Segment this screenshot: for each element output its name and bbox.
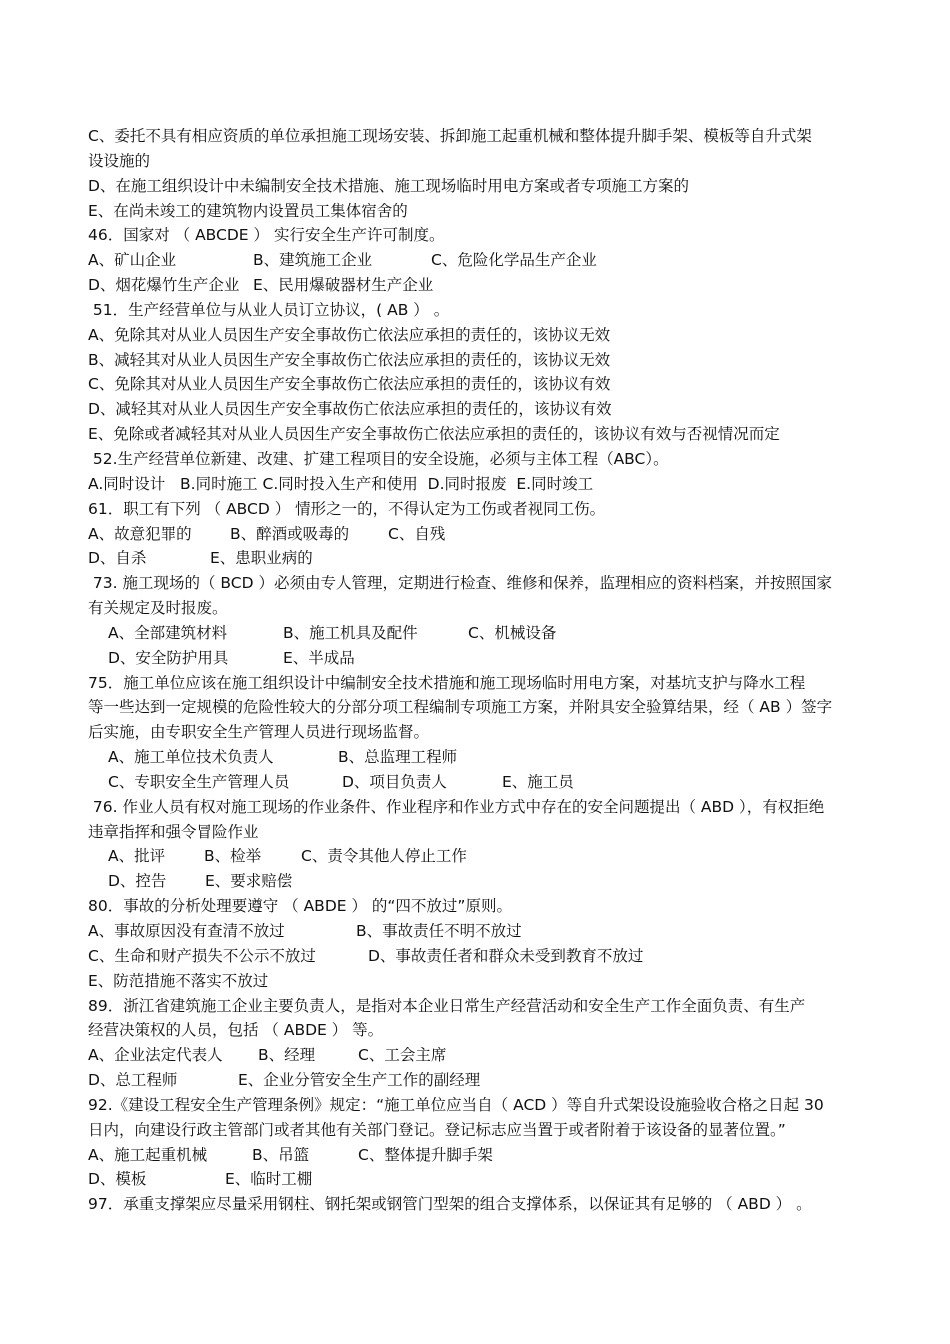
option-row — [88, 646, 868, 671]
text-line: C、委托不具有相应资质的单位承担施工现场安装、拆卸施工起重机械和整体提升脚手架、模板等自升式架 — [88, 127, 812, 145]
option-text: C、整体提升脚手架 — [358, 1145, 493, 1164]
text-line: 52.生产经营单位新建、改建、扩建工程项目的安全设施，必须与主体工程（ABC）。 — [88, 449, 669, 468]
option-text: A、施工单位技术负责人 — [108, 748, 274, 767]
text-line: 89．浙江省建筑施工企业主要负责人，是指对本企业日常生产经营活动和安全生产工作全面负责、有生产 — [88, 996, 806, 1015]
option-text: A、矿山企业 — [88, 251, 177, 270]
option-row — [88, 944, 868, 969]
option-row — [88, 522, 868, 547]
option-text: E、临时工棚 — [225, 1170, 313, 1189]
text-line: 73. 施工现场的（ BCD ）必须由专人管理，定期进行检查、维修和保养，监理相应的资料档案，并按照国家 — [88, 574, 832, 593]
option-text: E、民用爆破器材生产企业 — [253, 276, 434, 295]
text-line: E、免除或者减轻其对从业人员因生产安全事故伤亡依法应承担的责任的，该协议有效与否视情况而定 — [88, 425, 780, 444]
option-row — [88, 745, 868, 770]
option-text: C、生命和财产损失不公示不放过 — [88, 946, 316, 965]
text-line: 97．承重支撑架应尽量采用钢柱、钢托架或钢管门型架的组合支撑体系，以保证其有足够的 （ ABD ） 。 — [88, 1195, 812, 1214]
text-line: 等一些达到一定规模的危险性较大的分部分项工程编制专项施工方案，并附具安全验算结果，经（ AB ）签字 — [88, 698, 833, 717]
option-text: B、建筑施工企业 — [253, 251, 373, 270]
text-line: 76. 作业人员有权对施工现场的作业条件、作业程序和作业方式中存在的安全问题提出（ ABD ），有权拒绝 — [88, 797, 825, 816]
option-text: A、批评 — [108, 847, 166, 866]
text-line: A、免除其对从业人员因生产安全事故伤亡依法应承担的责任的，该协议无效 — [88, 325, 611, 344]
text-line: A.同时设计 B.同时施工 C.同时投入生产和使用 D.同时报废 E.同时竣工 — [88, 474, 594, 493]
option-text: B、事故责任不明不放过 — [356, 922, 522, 940]
option-text: D、模板 — [88, 1170, 147, 1189]
text-line: D、在施工组织设计中未编制安全技术措施、施工现场临时用电方案或者专项施工方案的 — [88, 176, 689, 195]
option-text: C、机械设备 — [468, 623, 557, 642]
text-line: 61．职工有下列 （ ABCD ） 情形之一的，不得认定为工伤或者视同工伤。 — [88, 499, 606, 518]
option-row — [88, 248, 868, 273]
text-line: 有关规定及时报废。 — [88, 599, 228, 618]
text-line: E、在尚未竣工的建筑物内设置员工集体宿舍的 — [88, 201, 408, 220]
option-text: D、安全防护用具 — [108, 648, 229, 667]
option-text: E、要求赔偿 — [205, 872, 293, 891]
option-row — [88, 546, 868, 571]
option-row — [88, 869, 868, 894]
option-row — [88, 1143, 868, 1168]
option-text: B、施工机具及配件 — [283, 623, 418, 642]
option-text: E、患职业病的 — [210, 549, 313, 568]
option-text: D、控告 — [108, 872, 167, 891]
option-text: C、责令其他人停止工作 — [301, 847, 467, 866]
option-row — [88, 844, 868, 869]
option-text: A、企业法定代表人 — [88, 1046, 223, 1065]
text-line: 设设施的 — [88, 151, 151, 170]
option-row — [88, 919, 868, 944]
option-text: B、经理 — [258, 1046, 316, 1065]
option-text: C、自残 — [388, 524, 446, 543]
option-text: A、施工起重机械 — [88, 1145, 208, 1164]
option-text: B、检举 — [204, 847, 262, 866]
text-line: 经营决策权的人员，包括 （ ABDE ） 等。 — [88, 1021, 384, 1040]
option-text: C、危险化学品生产企业 — [431, 251, 597, 270]
option-text: D、自杀 — [88, 549, 147, 568]
text-line: 75．施工单位应该在施工组织设计中编制安全技术措施和施工现场临时用电方案，对基坑支护与降水工程 — [88, 673, 806, 692]
option-text: C、专职安全生产管理人员 — [108, 772, 290, 791]
option-text: A、全部建筑材料 — [108, 623, 228, 642]
option-text: C、工会主席 — [358, 1046, 447, 1065]
option-row — [88, 1043, 868, 1068]
option-text: E、企业分管安全生产工作的副经理 — [238, 1071, 481, 1090]
option-row — [88, 621, 868, 646]
text-line: 后实施，由专职安全生产管理人员进行现场监督。 — [88, 723, 430, 742]
text-line: 92.《建设工程安全生产管理条例》规定：“施工单位应当自（ ACD ）等自升式架设设施验收合格之日起 30 — [88, 1095, 824, 1114]
option-text: A、事故原因没有查清不放过 — [88, 922, 285, 940]
option-text: E、施工员 — [502, 772, 574, 791]
text-line: E、防范措施不落实不放过 — [88, 971, 269, 990]
question-list — [88, 124, 868, 1217]
text-line: D、减轻其对从业人员因生产安全事故伤亡依法应承担的责任的，该协议有效 — [88, 400, 612, 419]
text-line: 日内，向建设行政主管部门或者其他有关部门登记。登记标志应当置于或者附着于该设备的显著位置。” — [88, 1120, 786, 1139]
text-line: 80．事故的分析处理要遵守 （ ABDE ） 的“四不放过”原则。 — [88, 897, 512, 916]
text-line: B、减轻其对从业人员因生产安全事故伤亡依法应承担的责任的，该协议无效 — [88, 350, 611, 369]
option-text: D、烟花爆竹生产企业 — [88, 276, 240, 295]
option-row — [88, 1068, 868, 1093]
option-text: D、总工程师 — [88, 1071, 178, 1090]
option-text: B、总监理工程师 — [338, 748, 458, 767]
option-text: E、半成品 — [283, 648, 355, 667]
option-text: D、项目负责人 — [342, 772, 447, 791]
option-text: D、事故责任者和群众未受到教育不放过 — [368, 946, 644, 965]
text-line: 46．国家对 （ ABCDE ） 实行安全生产许可制度。 — [88, 226, 445, 245]
option-text: A、故意犯罪的 — [88, 524, 192, 543]
option-text: B、吊篮 — [252, 1145, 310, 1164]
option-text: B、醉酒或吸毒的 — [230, 524, 350, 543]
option-row — [88, 770, 868, 795]
option-row — [88, 273, 868, 298]
text-line: 违章指挥和强令冒险作业 — [88, 822, 259, 841]
option-row — [88, 1167, 868, 1192]
text-line: C、免除其对从业人员因生产安全事故伤亡依法应承担的责任的，该协议有效 — [88, 375, 611, 394]
text-line: 51．生产经营单位与从业人员订立协议，( AB ） 。 — [88, 300, 450, 319]
